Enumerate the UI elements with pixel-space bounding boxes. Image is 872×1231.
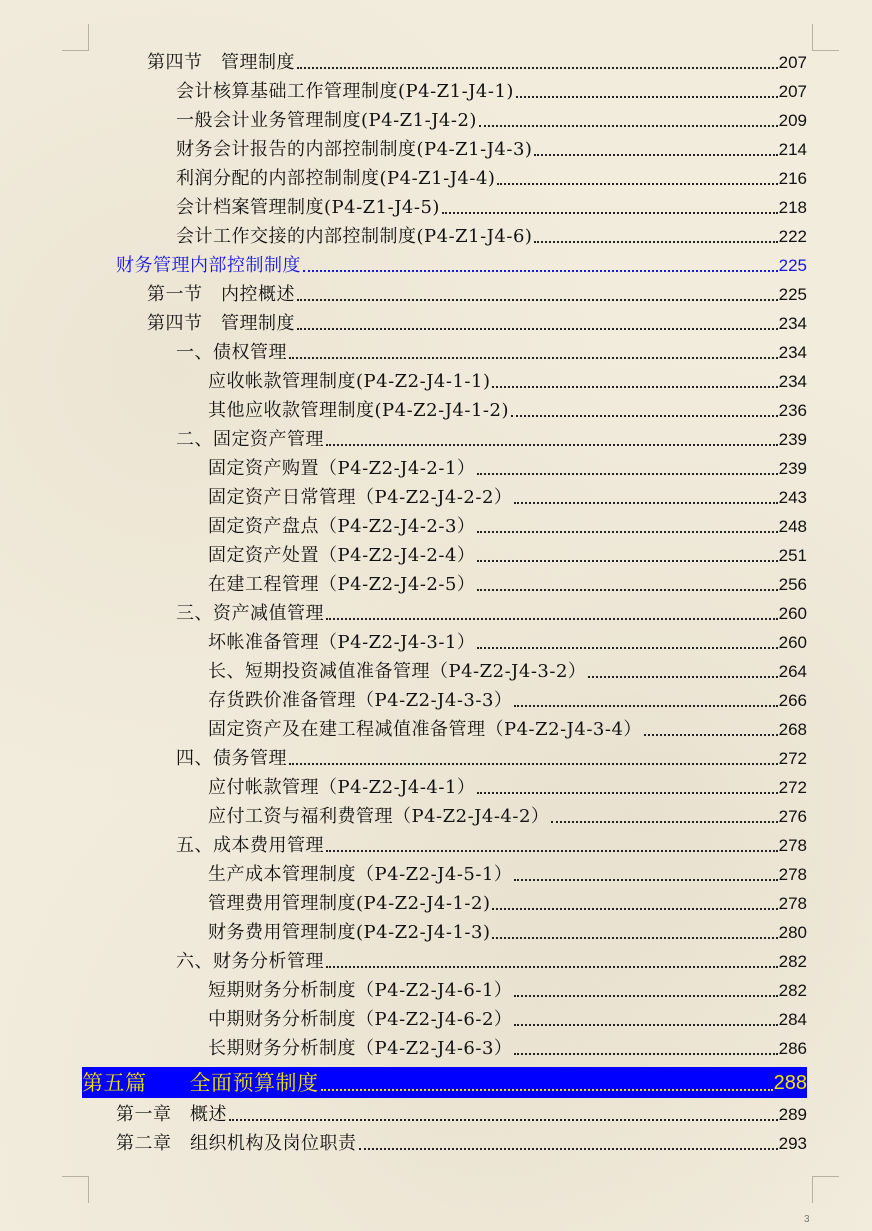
toc-entry[interactable]	[208, 367, 807, 393]
toc-entry[interactable]	[208, 918, 807, 944]
dot-leader	[534, 241, 777, 243]
toc-entry[interactable]	[176, 744, 807, 770]
toc-entry-title: 第四节 管理制度	[147, 313, 295, 334]
toc-entry[interactable]	[208, 396, 807, 422]
toc-entry-title: 存货跌价准备管理（P4-Z2-J4-3-3）	[208, 690, 513, 711]
toc-entry-page: 288	[773, 1071, 807, 1094]
dot-leader	[479, 125, 778, 127]
toc-entry-page: 268	[778, 720, 807, 739]
toc-entry-title: 长期财务分析制度（P4-Z2-J4-6-3）	[208, 1038, 513, 1059]
toc-entry-page: 266	[778, 691, 807, 710]
toc-entry-page: 222	[778, 227, 807, 246]
toc-entry-page: 293	[778, 1134, 807, 1153]
dot-leader	[477, 792, 777, 794]
toc-entry[interactable]	[176, 77, 807, 103]
toc-entry[interactable]	[176, 222, 807, 248]
toc-entry-title: 第一章 概述	[116, 1104, 227, 1125]
toc-entry-title: 六、财务分析管理	[176, 951, 324, 972]
toc-entry-page: 225	[778, 285, 807, 304]
toc-entry-title: 四、债务管理	[176, 748, 287, 769]
toc-entry-page: 278	[778, 836, 807, 855]
toc-entry-title: 三、资产减值管理	[176, 603, 324, 624]
toc-entry[interactable]	[208, 570, 807, 596]
toc-entry-title: 第一节 内控概述	[147, 284, 295, 305]
toc-entry[interactable]	[208, 657, 807, 683]
toc-entry-title: 会计工作交接的内部控制制度(P4-Z1-J4-6)	[176, 226, 533, 247]
crop-mark-top-right	[812, 24, 839, 51]
toc-entry-title: 长、短期投资减值准备管理（P4-Z2-J4-3-2）	[208, 661, 587, 682]
toc-entry-page: 214	[778, 140, 807, 159]
dot-leader	[514, 1053, 777, 1055]
dot-leader	[321, 1089, 773, 1091]
toc-entry-title: 固定资产购置（P4-Z2-J4-2-1）	[208, 458, 476, 479]
dot-leader	[514, 995, 777, 997]
toc-entry[interactable]	[208, 889, 807, 915]
dot-leader	[477, 531, 777, 533]
toc-entry-page: 218	[778, 198, 807, 217]
dot-leader	[297, 328, 778, 330]
toc-entry-page: 284	[778, 1010, 807, 1029]
dot-leader	[229, 1119, 778, 1121]
toc-entry[interactable]	[176, 193, 807, 219]
toc-entry[interactable]	[208, 976, 807, 1002]
toc-entry-title: 其他应收款管理制度(P4-Z2-J4-1-2)	[208, 400, 509, 421]
toc-entry-title: 应付工资与福利费管理（P4-Z2-J4-4-2）	[208, 806, 550, 827]
toc-entry[interactable]	[176, 831, 807, 857]
toc-entry-title: 固定资产盘点（P4-Z2-J4-2-3）	[208, 516, 476, 537]
toc-entry-page: 260	[778, 604, 807, 623]
toc-entry-page: 264	[778, 662, 807, 681]
toc-entry-page: 243	[778, 488, 807, 507]
toc-entry-title: 会计档案管理制度(P4-Z1-J4-5)	[176, 197, 440, 218]
dot-leader	[514, 1024, 777, 1026]
toc-entry-page: 272	[778, 749, 807, 768]
toc-entry-page: 256	[778, 575, 807, 594]
toc-entry-title: 二、固定资产管理	[176, 429, 324, 450]
toc-entry-page: 248	[778, 517, 807, 536]
toc-entry[interactable]	[208, 454, 807, 480]
toc-entry[interactable]	[176, 135, 807, 161]
toc-entry-page: 286	[778, 1039, 807, 1058]
toc-entry-title: 固定资产处置（P4-Z2-J4-2-4）	[208, 545, 476, 566]
toc-entry[interactable]	[176, 425, 807, 451]
toc-entry-page: 234	[778, 343, 807, 362]
dot-leader	[477, 589, 777, 591]
toc-entry-title: 第五篇 全面预算制度	[82, 1070, 319, 1095]
dot-leader	[551, 821, 777, 823]
dot-leader	[297, 67, 778, 69]
toc-entry-part-highlighted[interactable]	[82, 1067, 807, 1098]
dot-leader	[511, 415, 778, 417]
toc-entry[interactable]	[147, 309, 807, 335]
crop-mark-top-left	[62, 24, 89, 51]
toc-entry[interactable]	[147, 48, 807, 74]
toc-entry-page: 209	[778, 111, 807, 130]
toc-entry-page: 207	[778, 53, 807, 72]
toc-entry[interactable]	[208, 628, 807, 654]
toc-entry-page: 236	[778, 401, 807, 420]
toc-entry-page: 239	[778, 459, 807, 478]
toc-entry[interactable]	[208, 483, 807, 509]
dot-leader	[477, 647, 777, 649]
dot-leader	[326, 618, 778, 620]
toc-entry-page: 239	[778, 430, 807, 449]
toc-entry[interactable]	[208, 1034, 807, 1060]
toc-entry-page: 282	[778, 952, 807, 971]
dot-leader	[534, 154, 777, 156]
toc-entry-page: 276	[778, 807, 807, 826]
toc-entry[interactable]	[208, 1005, 807, 1031]
dot-leader	[497, 183, 777, 185]
toc-entry-chapter-link[interactable]	[116, 251, 807, 277]
toc-entry[interactable]	[208, 541, 807, 567]
dot-leader	[516, 96, 778, 98]
toc-entry-page: 278	[778, 894, 807, 913]
toc-entry[interactable]	[176, 947, 807, 973]
toc-entry[interactable]	[176, 338, 807, 364]
toc-entry-title: 固定资产及在建工程减值准备管理（P4-Z2-J4-3-4）	[208, 719, 642, 740]
toc-entry[interactable]	[208, 715, 807, 741]
toc-entry-title: 一般会计业务管理制度(P4-Z1-J4-2)	[176, 110, 477, 131]
toc-entry-title: 生产成本管理制度（P4-Z2-J4-5-1）	[208, 864, 513, 885]
dot-leader	[297, 299, 778, 301]
toc-entry-page: 260	[778, 633, 807, 652]
toc-entry-title: 应收帐款管理制度(P4-Z2-J4-1-1)	[208, 371, 491, 392]
toc-entry[interactable]	[208, 860, 807, 886]
dot-leader	[492, 937, 777, 939]
toc-entry-page: 282	[778, 981, 807, 1000]
toc-entry-title: 短期财务分析制度（P4-Z2-J4-6-1）	[208, 980, 513, 1001]
toc-entry-title: 五、成本费用管理	[176, 835, 324, 856]
page-number: 3	[804, 1214, 810, 1225]
toc-entry[interactable]	[116, 1129, 807, 1155]
dot-leader	[442, 212, 778, 214]
toc-entry-page: 225	[778, 256, 807, 275]
toc-entry-page: 289	[778, 1105, 807, 1124]
toc-entry[interactable]	[176, 599, 807, 625]
toc-entry-page: 207	[778, 82, 807, 101]
toc-entry[interactable]	[208, 512, 807, 538]
toc-entry-title: 固定资产日常管理（P4-Z2-J4-2-2）	[208, 487, 513, 508]
toc-entry-title: 在建工程管理（P4-Z2-J4-2-5）	[208, 574, 476, 595]
dot-leader	[588, 676, 777, 678]
toc-entry[interactable]	[208, 773, 807, 799]
dot-leader	[514, 502, 777, 504]
toc-entry-title: 中期财务分析制度（P4-Z2-J4-6-2）	[208, 1009, 513, 1030]
toc-entry-page: 234	[778, 314, 807, 333]
toc-entry[interactable]	[208, 686, 807, 712]
toc-entry-title: 管理费用管理制度(P4-Z2-J4-1-2)	[208, 893, 491, 914]
toc-entry[interactable]	[147, 280, 807, 306]
crop-mark-bottom-left	[62, 1176, 89, 1203]
toc-entry-page: 280	[778, 923, 807, 942]
toc-entry-title: 应付帐款管理（P4-Z2-J4-4-1）	[208, 777, 476, 798]
toc-entry-title: 第四节 管理制度	[147, 52, 295, 73]
toc-entry[interactable]	[208, 802, 807, 828]
dot-leader	[492, 386, 777, 388]
dot-leader	[477, 560, 777, 562]
toc-entry-page: 234	[778, 372, 807, 391]
dot-leader	[359, 1148, 778, 1150]
dot-leader	[289, 357, 778, 359]
dot-leader	[514, 879, 777, 881]
toc-entry-page: 216	[778, 169, 807, 188]
dot-leader	[326, 966, 778, 968]
toc-entry-page: 272	[778, 778, 807, 797]
dot-leader	[492, 908, 777, 910]
dot-leader	[326, 444, 778, 446]
toc-entry-title: 会计核算基础工作管理制度(P4-Z1-J4-1)	[176, 81, 514, 102]
toc-entry-title: 利润分配的内部控制制度(P4-Z1-J4-4)	[176, 168, 496, 189]
dot-leader	[326, 850, 778, 852]
toc-entry-title: 财务费用管理制度(P4-Z2-J4-1-3)	[208, 922, 491, 943]
toc-entry-page: 278	[778, 865, 807, 884]
toc-entry-title: 第二章 组织机构及岗位职责	[116, 1133, 357, 1154]
toc-entry[interactable]	[176, 164, 807, 190]
toc-entry[interactable]	[176, 106, 807, 132]
dot-leader	[477, 473, 777, 475]
toc-entry-title: 一、债权管理	[176, 342, 287, 363]
toc-entry-title: 财务管理内部控制制度	[116, 255, 301, 276]
toc-entry-title: 坏帐准备管理（P4-Z2-J4-3-1）	[208, 632, 476, 653]
toc-entry-title: 财务会计报告的内部控制制度(P4-Z1-J4-3)	[176, 139, 533, 160]
crop-mark-bottom-right	[812, 1176, 839, 1203]
dot-leader	[303, 270, 778, 272]
toc-entry-page: 251	[778, 546, 807, 565]
toc-entry[interactable]	[116, 1100, 807, 1126]
dot-leader	[644, 734, 778, 736]
dot-leader	[289, 763, 778, 765]
dot-leader	[514, 705, 777, 707]
